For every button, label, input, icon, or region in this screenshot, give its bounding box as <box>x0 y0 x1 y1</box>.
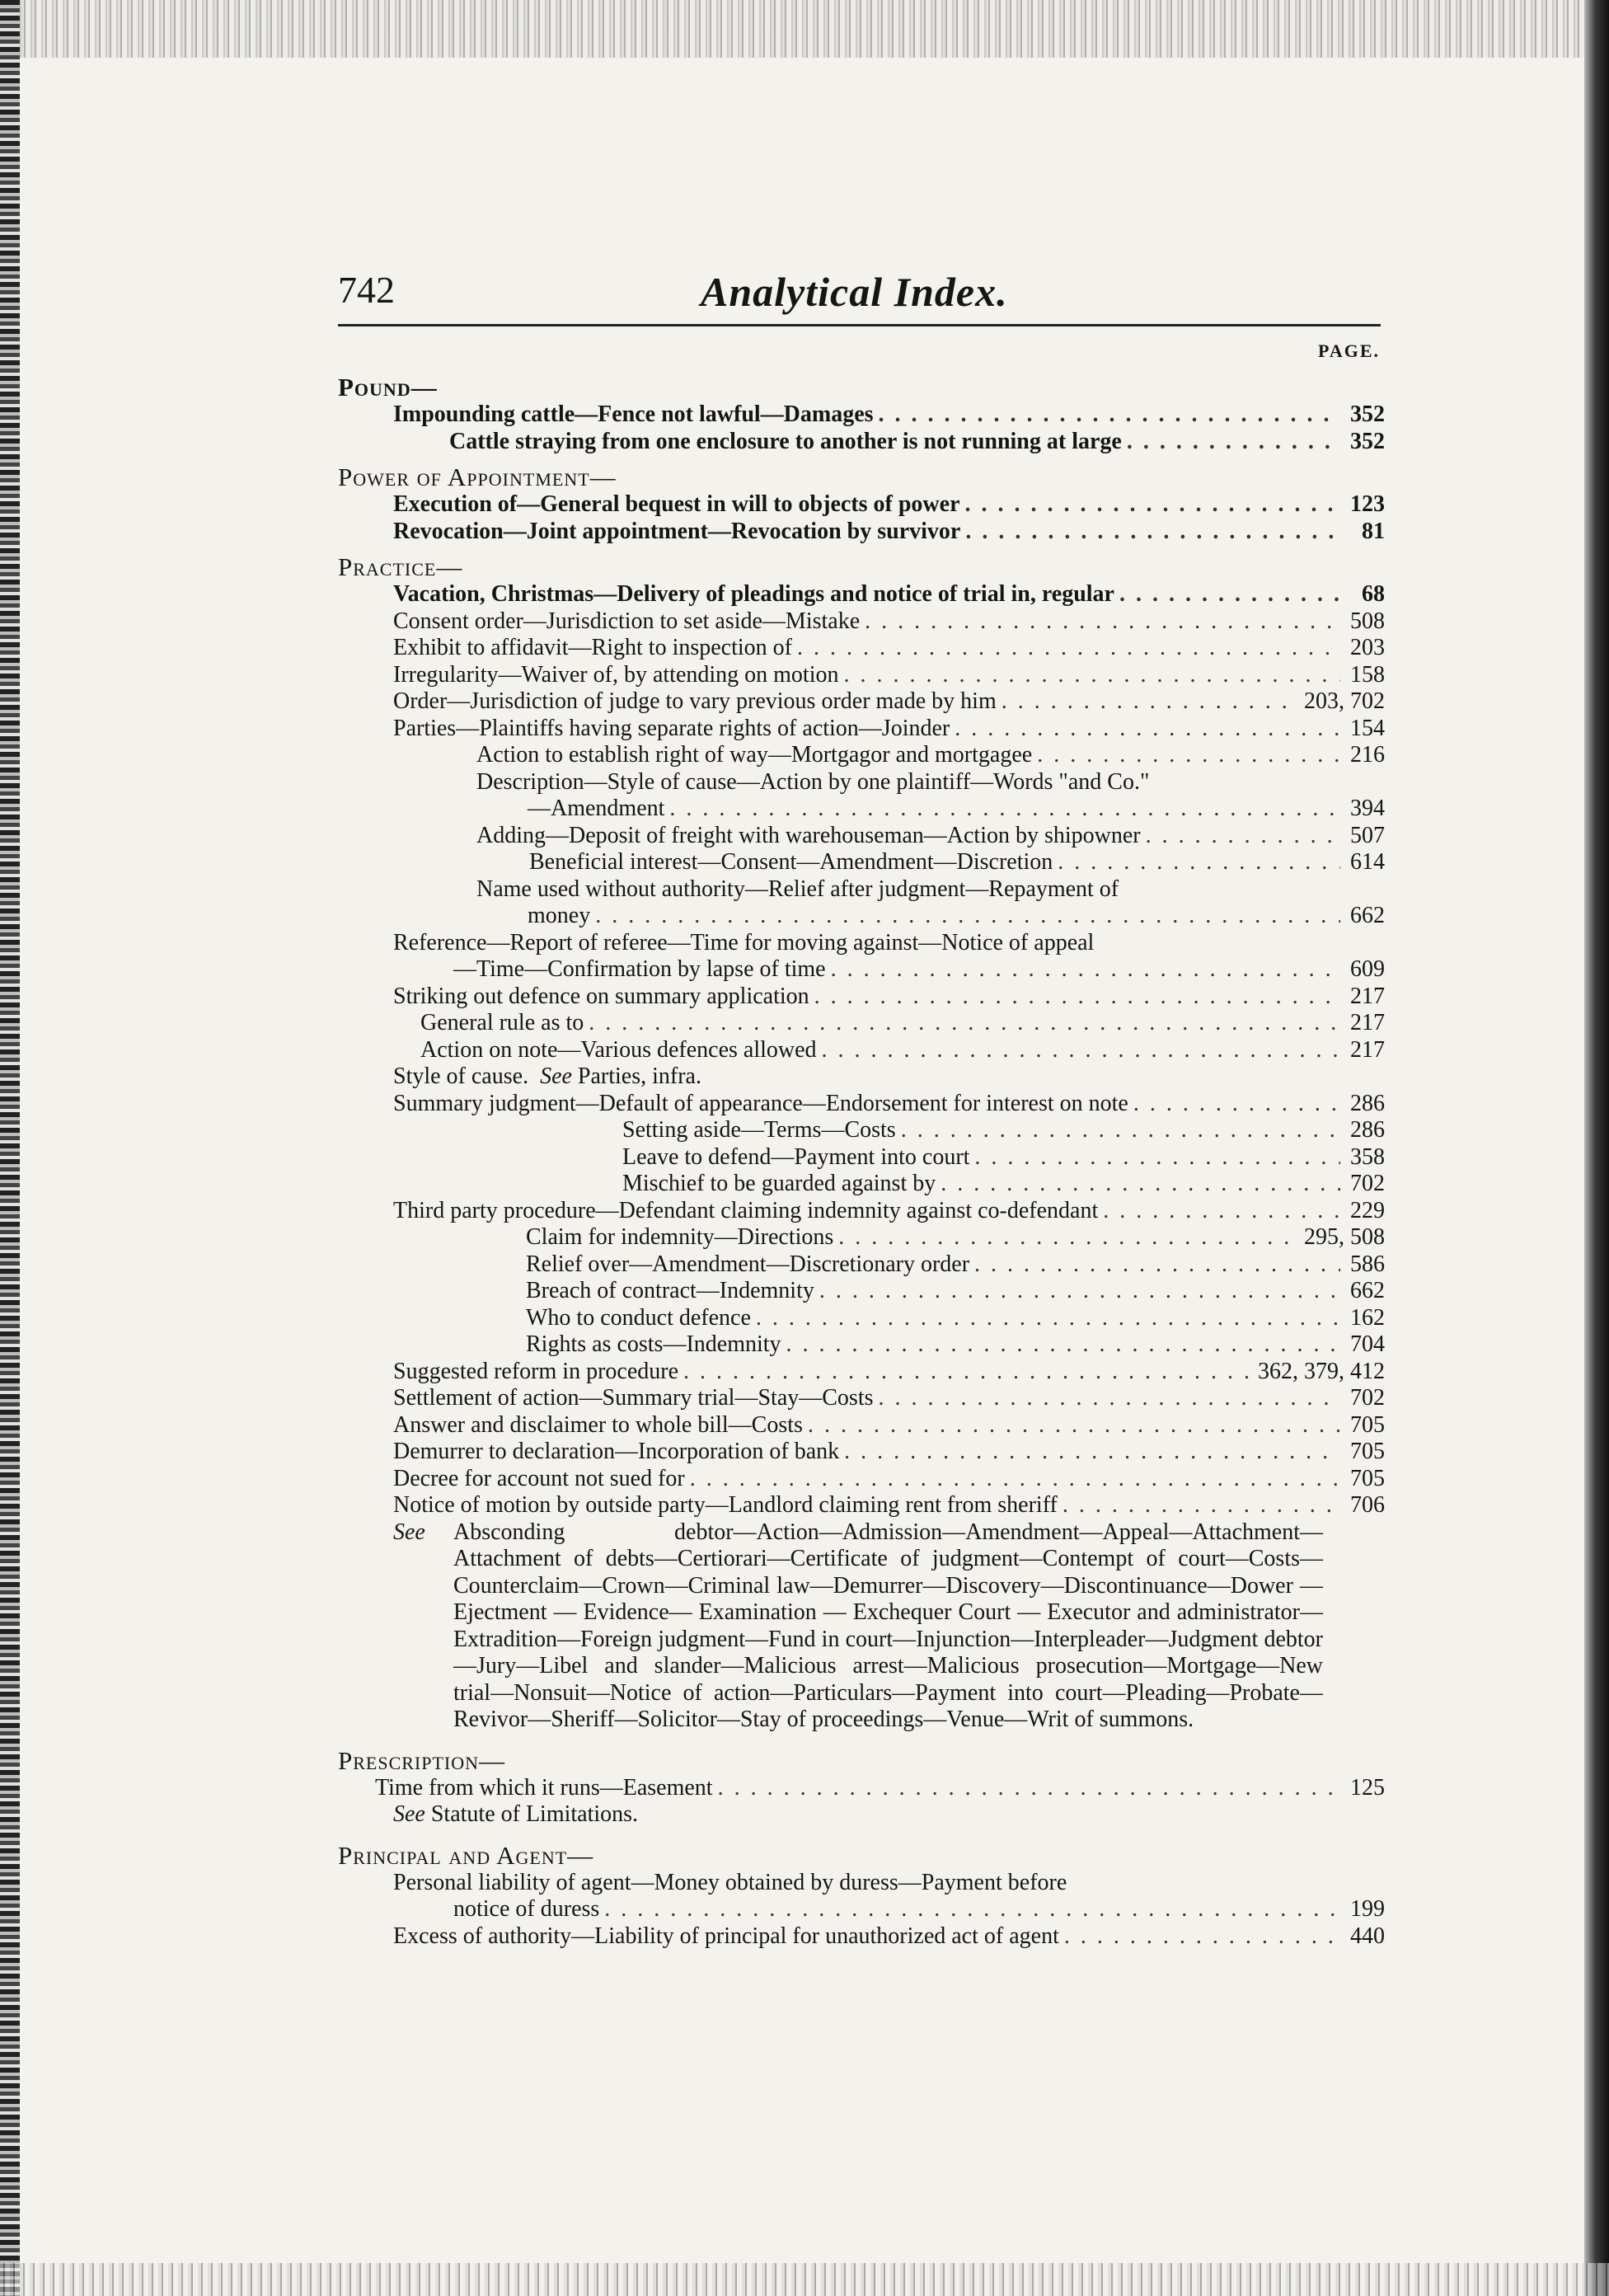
page-column-label: PAGE. <box>1318 340 1380 361</box>
index-entry: Beneficial interest—Consent—Amendment—Discretion . . . 614 <box>338 849 1385 876</box>
running-title: Analytical Index. <box>701 269 1008 315</box>
index-entry: Who to conduct defence . . . 162 <box>338 1305 1385 1332</box>
page-number: 742 <box>338 269 395 311</box>
index-page <box>338 268 1385 1950</box>
header-rule <box>338 324 1381 326</box>
index-entry: Demurrer to declaration—Incorporation of bank . . . 705 <box>338 1439 1385 1466</box>
index-entry: Style of cause. See Parties, infra. <box>393 1063 701 1089</box>
index-entry: Settlement of action—Summary trial—Stay—Costs . . . 702 <box>338 1385 1385 1412</box>
see-also-text: Absconding debtor—Action—Admission—Amendment—Appeal—Attachment—Attachment of debts—Certiorari—Certificate of judgment—Contempt of court—Costs—Counterclaim—Crown—Criminal law—Demurrer—Discovery—Discontinuance—Dower — Ejectment — Evidence— Examination — Exchequer Court — Executor and administrator—Extradition—Foreign judgment—Fund in court—Injunction—Interpleader—Judgment debtor—Jury—Libel and slander—Malicious arrest—Malicious prosecution—Mortgage—New trial—Nonsuit—Notice of action—Particulars—Payment into court—Pleading—Probate—Revivor—Sheriff—Solicitor—Stay of proceedings—Venue—Writ of summons. <box>453 1519 1323 1732</box>
index-entry: Third party procedure—Defendant claiming indemnity against co-defendant . . . 229 <box>338 1198 1385 1225</box>
index-entry: Time from which it runs—Easement . . . 125 <box>338 1775 1385 1802</box>
index-entry: Impounding cattle—Fence not lawful—Damages . . . 352 <box>338 401 1385 429</box>
index-entry: Description—Style of cause—Action by one plaintiff—Words "and Co." <box>476 768 1150 795</box>
index-entry: Exhibit to affidavit—Right to inspection of . . . 203 <box>338 635 1385 662</box>
index-entry: notice of duress . . . 199 <box>338 1896 1385 1923</box>
index-entry: —Amendment . . . 394 <box>338 796 1385 823</box>
index-entry: Mischief to be guarded against by . . . 702 <box>338 1171 1385 1198</box>
index-entry: Rights as costs—Indemnity . . . 704 <box>338 1331 1385 1359</box>
index-entry: money . . . 662 <box>338 903 1385 930</box>
section-heading-power-of-appointment: Power of Appointment— <box>338 462 617 491</box>
index-entry: General rule as to . . . 217 <box>338 1010 1385 1037</box>
index-entry: Personal liability of agent—Money obtained by duress—Payment before <box>393 1869 1067 1895</box>
index-entry: Suggested reform in procedure . . . 362, 379, 412 <box>338 1359 1385 1386</box>
see-label: See <box>393 1519 425 1545</box>
index-entry: —Time—Confirmation by lapse of time . . . 609 <box>338 956 1385 984</box>
index-entry: Cattle straying from one enclosure to another is not running at large . . . 352 <box>338 429 1385 456</box>
index-entry: Reference—Report of referee—Time for moving against—Notice of appeal <box>393 929 1095 955</box>
index-entry: Notice of motion by outside party—Landlord claiming rent from sheriff . . . 706 <box>338 1492 1385 1519</box>
index-entry: Setting aside—Terms—Costs . . . 286 <box>338 1117 1385 1144</box>
index-entry: Striking out defence on summary application . . . 217 <box>338 984 1385 1011</box>
index-entry: Relief over—Amendment—Discretionary order . . . 586 <box>338 1251 1385 1279</box>
index-entry: Breach of contract—Indemnity . . . 662 <box>338 1278 1385 1305</box>
scan-border-bottom <box>0 2263 1609 2296</box>
index-entry: Excess of authority—Liability of principal for unauthorized act of agent . . . 440 <box>338 1923 1385 1951</box>
see-also-block <box>338 1519 1323 1734</box>
scan-border-right <box>1584 0 1609 2296</box>
index-entry: Answer and disclaimer to whole bill—Costs . . . 705 <box>338 1412 1385 1439</box>
index-entry: Order—Jurisdiction of judge to vary previous order made by him . . . 203, 702 <box>338 688 1385 716</box>
section-heading-pound: Pound— <box>338 373 438 401</box>
index-entry: Irregularity—Waiver of, by attending on motion . . . 158 <box>338 662 1385 689</box>
index-entry: Leave to defend—Payment into court . . . 358 <box>338 1144 1385 1171</box>
index-entry: Consent order—Jurisdiction to set aside—Mistake . . . 508 <box>338 608 1385 636</box>
index-entry: Parties—Plaintiffs having separate rights of action—Joinder . . . 154 <box>338 716 1385 743</box>
page-header <box>338 268 1385 336</box>
index-entry: Name used without authority—Relief after judgment—Repayment of <box>476 876 1119 902</box>
index-entry: Action on note—Various defences allowed . . . 217 <box>338 1037 1385 1064</box>
section-heading-prescription: Prescription— <box>338 1745 506 1775</box>
index-entry: Action to establish right of way—Mortgagor and mortgagee . . . 216 <box>338 742 1385 769</box>
index-entry: Decree for account not sued for . . . 705 <box>338 1466 1385 1493</box>
index-entry: See Statute of Limitations. <box>393 1801 639 1827</box>
scan-border-top <box>0 0 1609 58</box>
index-entry: Revocation—Joint appointment—Revocation by survivor . . . 81 <box>338 519 1385 546</box>
index-entry: Vacation, Christmas—Delivery of pleadings and notice of trial in, regular . . . 68 <box>338 581 1385 608</box>
index-entry: Execution of—General bequest in will to objects of power . . . 123 <box>338 491 1385 519</box>
index-entry: Claim for indemnity—Directions . . . 295, 508 <box>338 1224 1385 1251</box>
section-heading-principal-and-agent: Principal and Agent— <box>338 1840 594 1870</box>
index-entry: Summary judgment—Default of appearance—Endorsement for interest on note . . . 286 <box>338 1091 1385 1118</box>
index-entry: Adding—Deposit of freight with warehouseman—Action by shipowner . . . 507 <box>338 823 1385 850</box>
scan-border-left <box>0 0 20 2296</box>
section-heading-practice: Practice— <box>338 552 463 581</box>
